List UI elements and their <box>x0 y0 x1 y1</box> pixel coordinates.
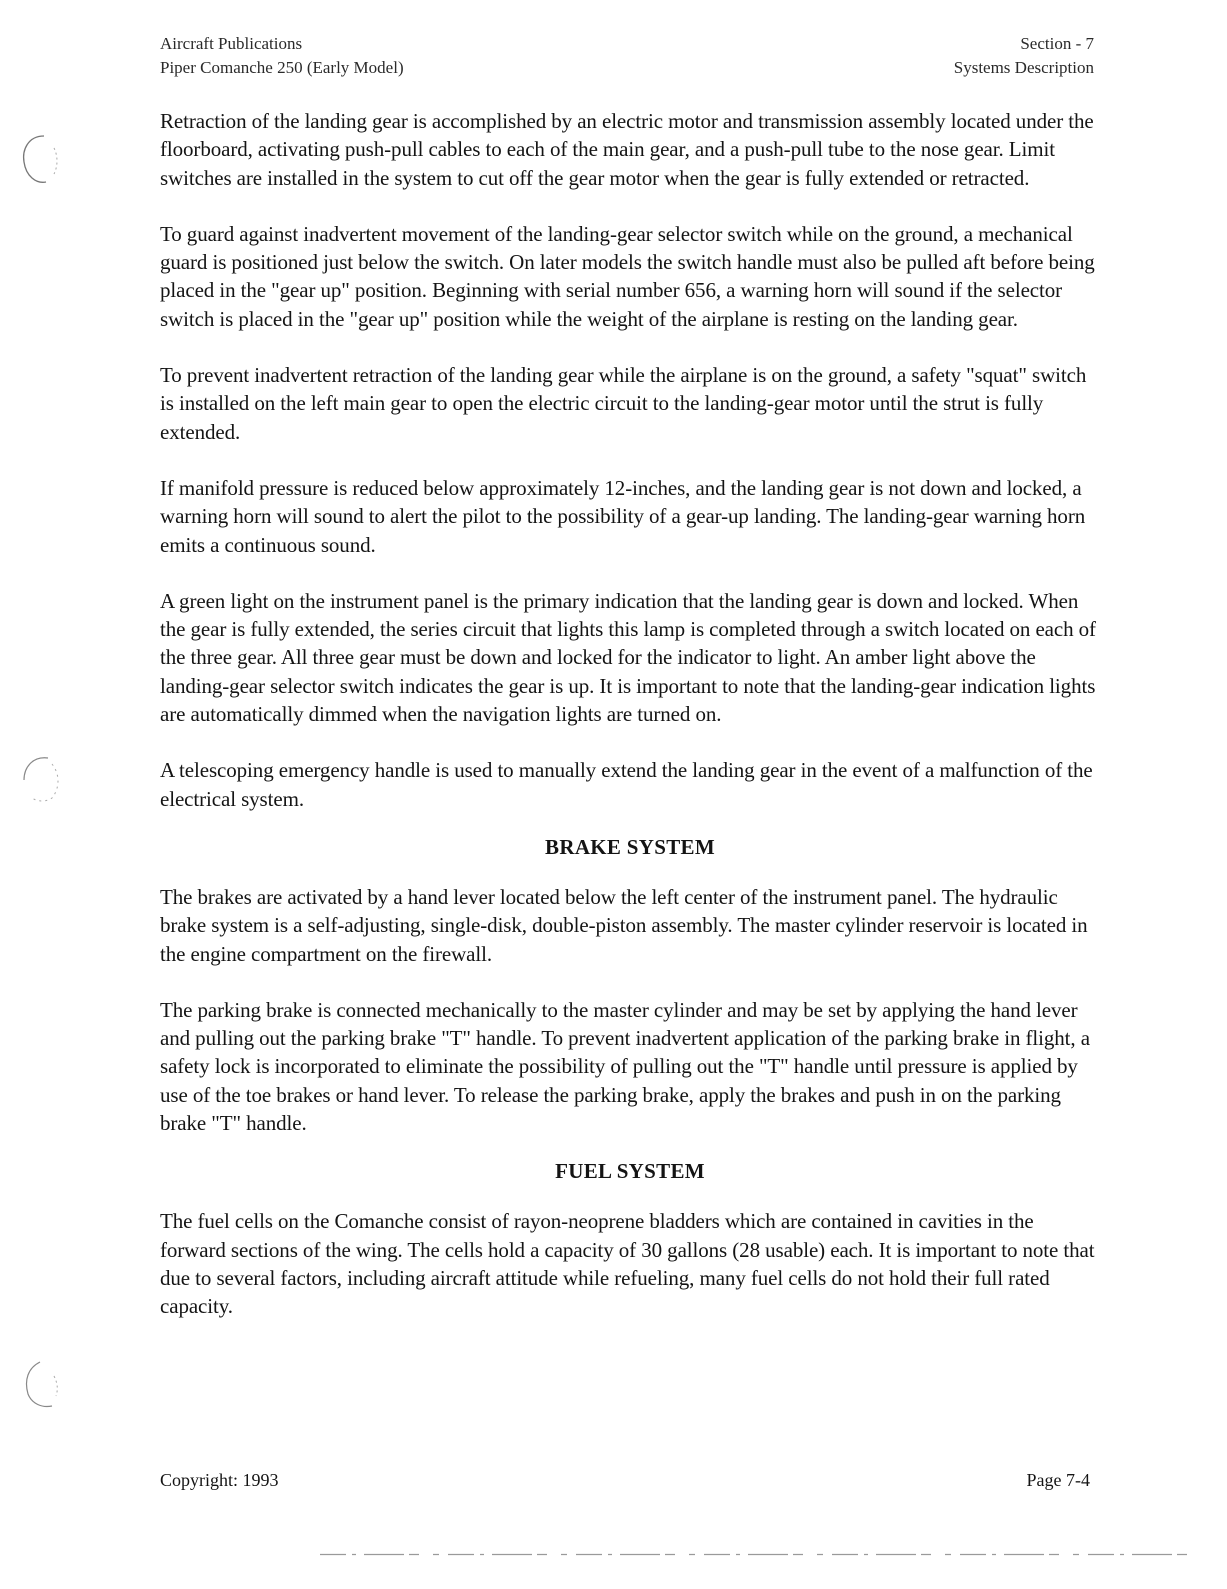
header-publication-info <box>160 32 404 80</box>
header-aircraft-model: Piper Comanche 250 (Early Model) <box>160 58 404 77</box>
header-section-number: Section - 7 <box>1020 34 1094 53</box>
heading-brake-system: BRAKE SYSTEM <box>545 834 715 859</box>
header-section-info <box>954 32 1094 80</box>
paragraph-squat-switch: To prevent inadvertent retraction of the landing gear while the airplane is on the ground, a safety "squat" switch is installed on the left main gear to open the electric circuit to the landing-gear motor until the strut is fully extended. <box>160 363 1087 444</box>
header-section-title: Systems Description <box>953 58 1094 77</box>
scan-edge-mark <box>320 1553 1200 1556</box>
punch-hole-mark-top <box>18 132 62 188</box>
paragraph-warning-horn: If manifold pressure is reduced below approximately 12-inches, and the landing gear is not down and locked, a warning horn will sound to alert the pilot to the possibility of a gear-up landing. The landing-gear warning horn emits a continuous sound. <box>160 475 1086 557</box>
paragraph-parking-brake: The parking brake is connected mechanically to the master cylinder and may be set by applying the hand lever and pulling out the parking brake "T" handle. To prevent inadvertent application of the parking brake in flight, a safety lock is incorporated to eliminate the possibility of pulling out the "T" handle until pressure is applied by use of the toe brakes or hand lever. To release the parking brake, apply the brakes and push in on the parking brake "T" handle. <box>160 997 1090 1136</box>
heading-fuel-system: FUEL SYSTEM <box>555 1159 705 1184</box>
footer-page-number: Page 7-4 <box>1026 1470 1090 1490</box>
punch-hole-mark-bottom <box>18 1356 62 1412</box>
page-header <box>160 32 1094 82</box>
paragraph-gear-retraction: Retraction of the landing gear is accomplished by an electric motor and transmission assembly located under the floorboard, activating push-pull cables to each of the main gear, and a push-pull tube to the nose gear. Limit switches are installed in the system to cut off the gear motor when the gear is fully extended or retracted. <box>160 109 1094 190</box>
paragraph-fuel-cells: The fuel cells on the Comanche consist of rayon-neoprene bladders which are contained in cavities in the forward sections of the wing. The cells hold a capacity of 30 gallons (28 usable) each. It is important to note that due to several factors, including aircraft attitude while refueling, many fuel cells do not hold their full rated capacity. <box>160 1209 1095 1319</box>
paragraph-selector-guard: To guard against inadvertent movement of the landing-gear selector switch while on the ground, a mechanical guard is positioned just below the switch. On later models the switch handle must also be pulled aft before being placed in the "gear up" position. Beginning with serial number 656, a warning horn will sound if the selector switch is placed in the "gear up" position while the weight of the airplane is resting on the landing gear. <box>160 221 1095 331</box>
page-body <box>160 107 1100 1349</box>
paragraph-indicator-lights: A green light on the instrument panel is the primary indication that the landing gear is down and locked. When the gear is fully extended, the series circuit that lights this lamp is completed through a switch located on each of the three gear. All three gear must be down and locked for the indicator to light. An amber light above the landing-gear selector switch indicates the gear is up. It is important to note that the landing-gear indication lights are automatically dimmed when the navigation lights are turned on. <box>160 588 1096 727</box>
paragraph-brakes: The brakes are activated by a hand lever located below the left center of the instrument panel. The hydraulic brake system is a self-adjusting, single-disk, double-piston assembly. The master cylinder reservoir is located in the engine compartment on the firewall. <box>160 884 1088 966</box>
footer-copyright: Copyright: 1993 <box>160 1470 279 1490</box>
paragraph-emergency-handle: A telescoping emergency handle is used to manually extend the landing gear in the event of a malfunction of the electrical system. <box>160 758 1093 811</box>
punch-hole-mark-middle <box>18 752 62 808</box>
header-publisher: Aircraft Publications <box>160 34 303 53</box>
